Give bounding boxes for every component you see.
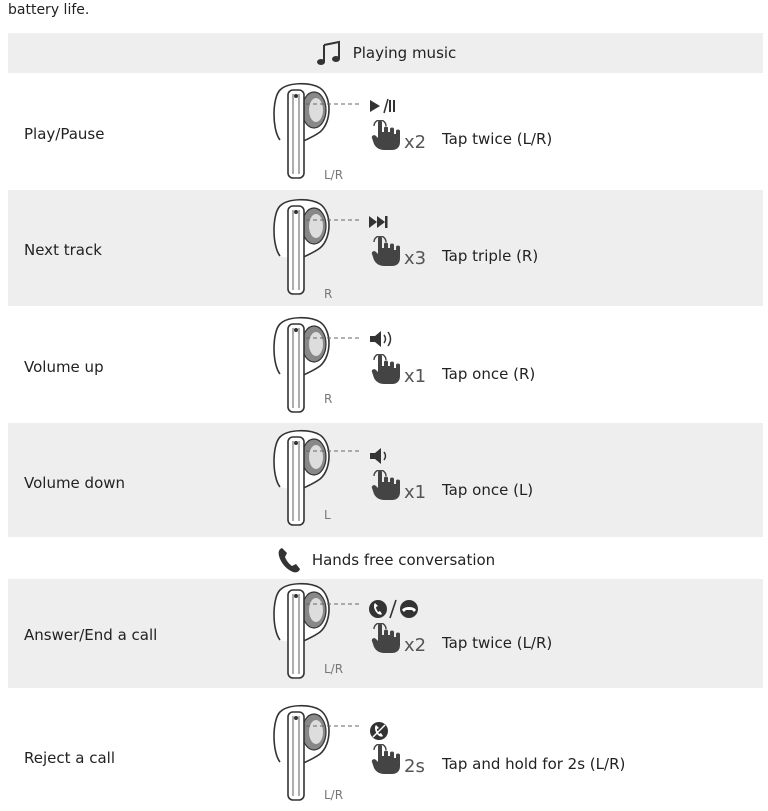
row-label: Volume up bbox=[24, 358, 104, 376]
earbud-side: L bbox=[324, 508, 331, 522]
tap-count: x3 bbox=[404, 248, 427, 269]
section-header-calls bbox=[8, 540, 763, 580]
row-description: Tap once (R) bbox=[442, 365, 536, 383]
volume-down-icon bbox=[368, 447, 390, 465]
earbud-illustration bbox=[270, 429, 370, 529]
row-reject-call bbox=[8, 692, 763, 811]
section-title-calls: Hands free conversation bbox=[311, 551, 496, 569]
earbud-side: R bbox=[324, 392, 333, 406]
next-track-icon bbox=[368, 214, 390, 230]
row-description: Tap twice (L/R) bbox=[442, 634, 553, 652]
row-volume-down bbox=[8, 423, 763, 537]
row-play-pause bbox=[8, 77, 763, 187]
earbud-illustration bbox=[270, 704, 370, 804]
tap-gesture bbox=[370, 744, 425, 776]
tap-gesture bbox=[370, 236, 426, 268]
earbud-side: L/R bbox=[324, 662, 344, 676]
section-title-music: Playing music bbox=[352, 44, 457, 62]
tap-gesture bbox=[370, 354, 426, 386]
volume-up-icon bbox=[368, 330, 396, 348]
row-description: Tap twice (L/R) bbox=[442, 130, 553, 148]
tap-count: 2s bbox=[404, 756, 425, 777]
row-label: Answer/End a call bbox=[24, 626, 158, 644]
earbud-illustration bbox=[270, 582, 370, 682]
tap-count: x1 bbox=[404, 366, 427, 387]
hand-tap-icon bbox=[370, 236, 402, 268]
hand-tap-icon bbox=[370, 744, 402, 776]
row-volume-up bbox=[8, 308, 763, 421]
tap-gesture bbox=[370, 470, 426, 502]
earbud-side: R bbox=[324, 287, 333, 301]
hand-tap-icon bbox=[370, 470, 402, 502]
row-description: Tap and hold for 2s (L/R) bbox=[442, 755, 626, 773]
row-label: Next track bbox=[24, 241, 102, 259]
hand-tap-icon bbox=[370, 120, 402, 152]
hand-tap-icon bbox=[370, 623, 402, 655]
row-label: Reject a call bbox=[24, 749, 116, 767]
row-label: Play/Pause bbox=[24, 125, 105, 143]
earbud-side: L/R bbox=[324, 788, 344, 802]
tap-gesture bbox=[370, 623, 426, 655]
section-header-music bbox=[8, 33, 763, 73]
answer-end-call-icon bbox=[368, 598, 420, 620]
row-label: Volume down bbox=[24, 474, 126, 492]
row-next-track bbox=[8, 190, 763, 306]
tap-count: x2 bbox=[404, 635, 427, 656]
reject-call-icon bbox=[368, 720, 390, 742]
row-description: Tap triple (R) bbox=[442, 247, 539, 265]
earbud-illustration bbox=[270, 316, 370, 416]
earbud-illustration bbox=[270, 82, 370, 182]
tap-gesture bbox=[370, 120, 426, 152]
earbud-side: L/R bbox=[324, 168, 344, 182]
row-description: Tap once (L) bbox=[442, 481, 534, 499]
row-answer-end-call bbox=[8, 579, 763, 688]
tap-count: x1 bbox=[404, 482, 427, 503]
intro-text: battery life. bbox=[8, 2, 90, 18]
tap-count: x2 bbox=[404, 132, 427, 153]
phone-icon bbox=[276, 546, 302, 574]
music-note-icon bbox=[315, 39, 343, 67]
play-pause-icon bbox=[368, 98, 396, 114]
earbud-illustration bbox=[270, 198, 370, 298]
hand-tap-icon bbox=[370, 354, 402, 386]
